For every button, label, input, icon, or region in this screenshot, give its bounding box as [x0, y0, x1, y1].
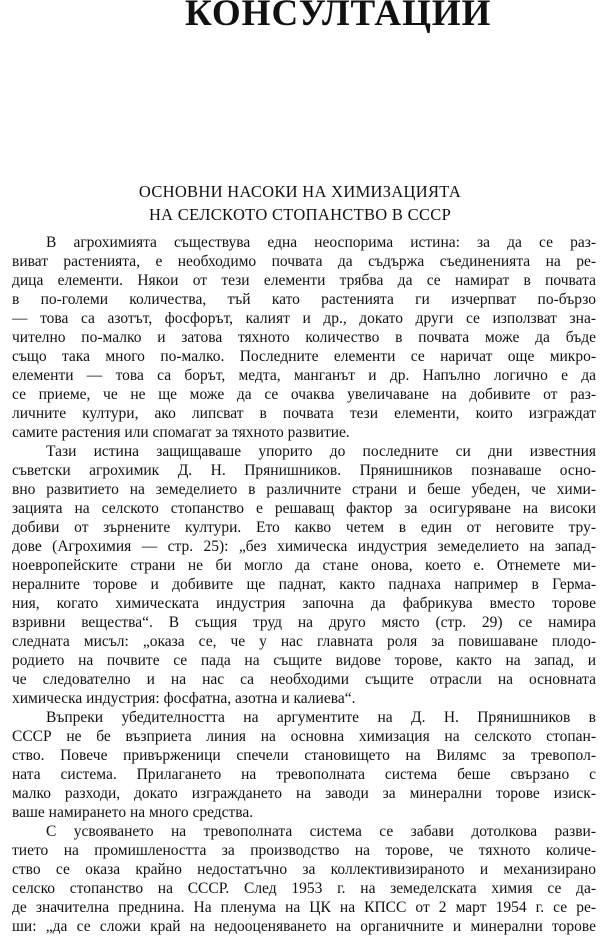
article-title-line: ОСНОВНИ НАСОКИ НА ХИМИЗАЦИЯТА	[138, 182, 462, 201]
text-line: малко разходи, докато изграждането на заводи за минерални торове изиск-	[12, 785, 596, 802]
text-line: Въпреки убедителността на аргументите на Д. Н. Прянишников в	[46, 709, 596, 726]
text-line: следната мисъл: „оказа се, че у нас главната роля за повишаване плодо-	[12, 633, 596, 650]
article-title-line: НА СЕЛСКОТО СТОПАНСТВО В СССР	[148, 205, 452, 224]
text-line: селско стопанство на СССР. След 1953 г. на земеделската химия се да-	[12, 880, 596, 897]
text-line: де значителна преднина. На пленума на ЦК на КПСС от 2 март 1954 г. се ре-	[12, 899, 596, 916]
text-line: тието на промишлеността за производство на торове, че тяхното количе-	[12, 842, 596, 859]
paragraph	[12, 233, 596, 442]
text-line: дове (Агрохимия — стр. 25): „без химическа индустрия земеделието на запад-	[12, 538, 596, 555]
text-line: също така много по-малко. Последните елементи се наричат още микро-	[12, 348, 596, 365]
text-line: чително по-малко и затова тяхното количество в почвата може да бъде	[12, 329, 596, 346]
text-line: ши: „да се сложи край на недооценяването на органичните и минерални торове	[12, 918, 596, 935]
text-line: С усвояването на тревополната система се забави дотолкова разви-	[46, 823, 596, 840]
paragraph	[12, 442, 596, 708]
text-line: зацията на селското стопанство е решаващ фактор за осигуряване на високи	[12, 500, 596, 517]
text-line: съветски агрохимик Д. Н. Прянишников. Прянишников познаваше осно-	[12, 462, 596, 479]
text-line: в по-големи количества, тъй като растенията ги изчерпват по-бързо	[12, 291, 596, 308]
text-line: В агрохимията съществува една неоспорима истина: за да се раз-	[46, 234, 596, 251]
text-line: взривни вещества“. В същия труд на друго място (стр. 29) се намира	[12, 614, 596, 631]
paragraph	[12, 708, 596, 822]
text-line: ство. Повече привърженици спечели становището на Вилямс за тревопол-	[12, 747, 596, 764]
text-line: добиви от зърнените култури. Ето какво четем в един от неговите тру-	[12, 519, 596, 536]
article-body	[12, 233, 596, 936]
text-line: ната система. Прилагането на тревополната система беше свързано с	[12, 766, 596, 783]
text-line: химическа индустрия: фосфатна, азотна и калиева“.	[12, 690, 356, 707]
text-line: че следователно и на нас са необходими същите отрасли на основната	[12, 671, 596, 688]
text-line: елементи — това са борът, медта, манганът и др. Напълно логично е да	[12, 367, 596, 384]
text-line: родието на почвите се пада на същите видове торове, както на запад, и	[12, 652, 596, 669]
text-line: ния, когато химическата индустрия започна да фабрикува вместо торове	[12, 595, 596, 612]
text-line: виват растенията, е необходимо почвата да съдържа съединенията на ре-	[12, 253, 596, 270]
text-line: се приеме, че не ще може да се очаква увеличаване на добивите от раз-	[12, 386, 596, 403]
text-line: ство се оказа крайно недостатъчно за коллективизираното и механизирано	[12, 861, 596, 878]
text-line: — това са азотът, фосфорът, калият и др., докато други се използват зна-	[12, 310, 596, 327]
section-heading: КОНСУЛТАЦИИ	[185, 0, 492, 34]
text-line: СССР не бе възприета линия на основна химизация на селското стопан-	[12, 728, 596, 745]
text-line: нералните торове и добивите ще паднат, както паднаха например в Герма-	[12, 576, 596, 593]
text-line: дица елементи. Някои от тези елементи трябва да се намират в почвата	[12, 272, 596, 289]
text-line: самите растения или спомагат за тяхното развитие.	[12, 424, 350, 441]
text-line: вно развитието на земеделието в различните страни и беше убеден, че хими-	[12, 481, 596, 498]
paragraph	[12, 822, 596, 936]
text-line: Тази истина защищаваше упорито до последните си дни известния	[46, 443, 596, 460]
text-line: ваше намирането на много средства.	[12, 804, 254, 821]
text-line: личните култури, ако липсват в почвата тези елементи, които изграждат	[12, 405, 596, 422]
text-line: ноевропейските страни не би могло да стане онова, което е. Отнемете ми-	[12, 557, 596, 574]
article-title	[0, 180, 600, 226]
